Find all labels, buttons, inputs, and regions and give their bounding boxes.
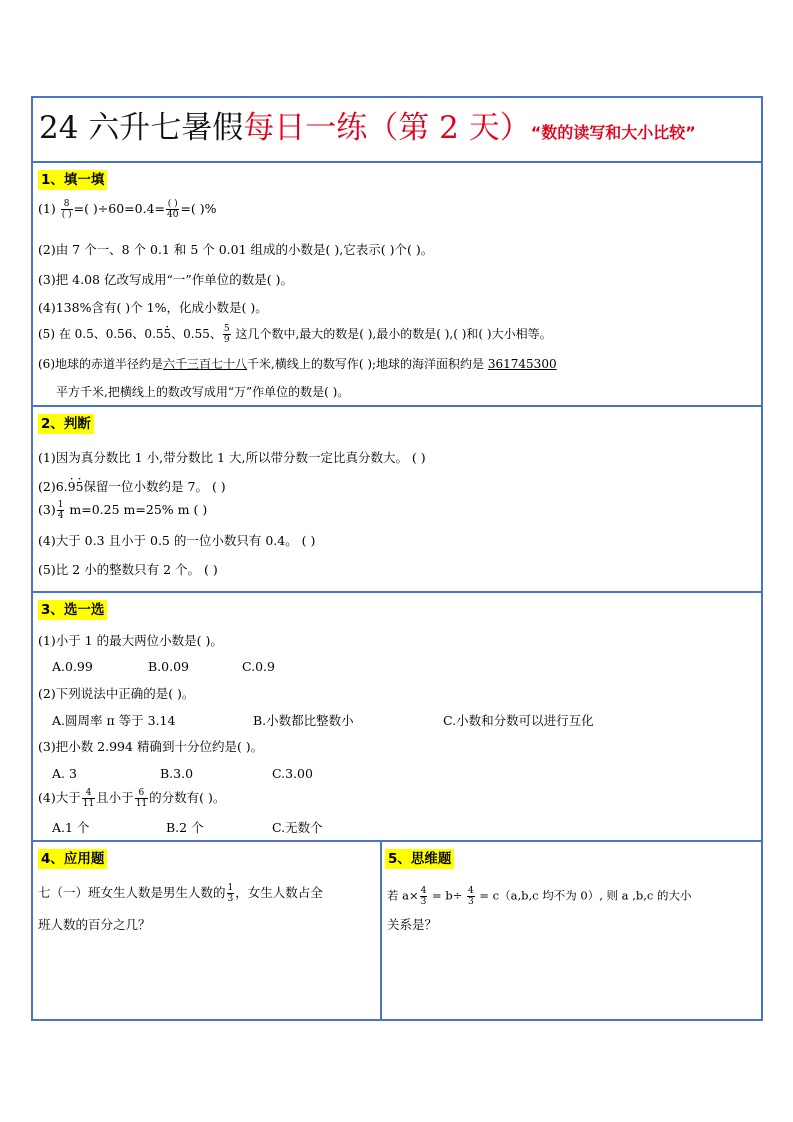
s1-q6-a: (6)地球的赤道半径约是 bbox=[38, 357, 163, 371]
option: B.2 个 bbox=[166, 820, 204, 835]
fraction-den: 4 bbox=[57, 511, 64, 521]
s1-q6 bbox=[38, 355, 557, 373]
s5-text: = c（a,b,c 均不为 0）, 则 a ,b,c 的大小 bbox=[475, 888, 692, 903]
section-heading-thinking: 5、思维题 bbox=[385, 849, 454, 869]
s3-q2: (2)下列说法中正确的是( )。 bbox=[38, 686, 195, 701]
s2-q4: (4)大于 0.3 且小于 0.5 的一位小数只有 0.4。 ( ) bbox=[38, 533, 316, 548]
s1-q6-b: 千米,横线上的数写作( );地球的海洋面积约是 bbox=[247, 357, 488, 371]
divider bbox=[380, 840, 382, 1021]
option: B.小数都比整数小 bbox=[253, 713, 354, 728]
option: B.3.0 bbox=[160, 766, 194, 781]
fraction bbox=[82, 788, 95, 809]
s1-q5 bbox=[38, 324, 552, 345]
s1-q6-cont: 平方千米,把横线上的数改写成用“万”作单位的数是( )。 bbox=[56, 385, 350, 399]
fraction bbox=[227, 883, 235, 904]
s3-q3: (3)把小数 2.994 精确到十分位约是( )。 bbox=[38, 739, 264, 754]
fraction bbox=[61, 199, 73, 220]
s4-text: ，女生人数占全 bbox=[235, 885, 323, 900]
s1-q2: (2)由 7 个一、8 个 0.1 和 5 个 0.01 组成的小数是( ),它表示( )个( )。 bbox=[38, 242, 434, 257]
fraction-den: ( ) bbox=[61, 210, 72, 220]
section-heading-application: 4、应用题 bbox=[38, 849, 107, 869]
s3-q4-a: (4)大于 bbox=[38, 790, 81, 805]
s1-q4: (4)138%含有( )个 1%，化成小数是( )。 bbox=[38, 300, 268, 315]
fraction bbox=[57, 500, 65, 521]
fraction-num: 6 bbox=[135, 788, 148, 799]
title-part2: 每日一练（第 2 天） bbox=[243, 110, 531, 146]
underlined-number: 361745300 bbox=[487, 357, 557, 371]
fraction-num: 1 bbox=[57, 500, 64, 510]
s4-line2: 班人数的百分之几？ bbox=[38, 917, 151, 932]
fraction bbox=[135, 788, 148, 809]
option: C.0.9 bbox=[242, 659, 275, 674]
divider bbox=[33, 405, 761, 407]
fraction-den: 3 bbox=[468, 897, 474, 907]
s5-line1 bbox=[387, 886, 691, 907]
section-heading-judge: 2、判断 bbox=[38, 414, 94, 434]
divider bbox=[33, 161, 761, 163]
s2-q1: (1)因为真分数比 1 小,带分数比 1 大,所以带分数一定比真分数大。 ( ) bbox=[38, 450, 426, 465]
divider bbox=[33, 840, 761, 842]
fraction-den: 9 bbox=[223, 335, 230, 345]
fraction-num: 1 bbox=[227, 883, 234, 893]
s5-text: = b÷ bbox=[428, 888, 466, 903]
fraction bbox=[223, 324, 231, 345]
s1-q1-end: =( )% bbox=[180, 201, 217, 216]
s2-q2-a: (2)6. bbox=[38, 479, 68, 494]
repeating-digit: 5 · bbox=[76, 479, 84, 494]
repeating-digit: 5 · bbox=[164, 327, 172, 341]
s5-line2: 关系是？ bbox=[387, 917, 438, 932]
s2-q5: (5)比 2 小的整数只有 2 个。 ( ) bbox=[38, 562, 218, 577]
s2-q3-b: m=0.25 m=25% m ( ) bbox=[65, 502, 208, 517]
fraction-den: 40 bbox=[167, 210, 179, 220]
divider bbox=[33, 591, 761, 593]
s3-q4 bbox=[38, 788, 225, 809]
section-heading-fill: 1、填一填 bbox=[38, 170, 107, 190]
s1-q3: (3)把 4.08 亿改写成用“一”作单位的数是( )。 bbox=[38, 272, 293, 287]
section-heading-choose: 3、选一选 bbox=[38, 600, 107, 620]
fraction-den: 3 bbox=[227, 894, 234, 904]
s3-q4-c: 的分数有( )。 bbox=[149, 790, 226, 805]
s1-q1 bbox=[38, 199, 217, 220]
option: C.小数和分数可以进行互化 bbox=[443, 713, 594, 728]
fraction-num: ( ) bbox=[167, 199, 178, 209]
fraction-num: 4 bbox=[420, 886, 427, 896]
s1-q1-label: (1) bbox=[38, 201, 56, 216]
option: B.0.09 bbox=[148, 659, 189, 674]
option: C.3.00 bbox=[272, 766, 313, 781]
s2-q3 bbox=[38, 500, 207, 521]
fraction bbox=[467, 886, 475, 907]
s3-q4-b: 且小于 bbox=[96, 790, 134, 805]
s4-line1 bbox=[38, 883, 323, 904]
s1-q5-b: 、0.55、 bbox=[171, 327, 222, 341]
s1-q5-c: 这几个数中,最大的数是( ),最小的数是( ),( )和( )大小相等。 bbox=[231, 327, 552, 341]
fraction-num: 4 bbox=[82, 788, 95, 799]
fraction-den: 3 bbox=[420, 897, 427, 907]
s1-q5-a: (5) 在 0.5、0.56、0.5 bbox=[38, 327, 164, 341]
s2-q2-b: 保留一位小数约是 7。 ( ) bbox=[83, 479, 226, 494]
option: A.0.99 bbox=[52, 659, 93, 674]
s2-q2 bbox=[38, 478, 226, 496]
fraction-num: 5 bbox=[223, 324, 230, 334]
s5-text: 若 a× bbox=[387, 888, 419, 903]
fraction bbox=[420, 886, 428, 907]
fraction bbox=[166, 199, 179, 220]
fraction-den: 11 bbox=[82, 799, 95, 809]
option: A.1 个 bbox=[52, 820, 90, 835]
s1-q1-mid: =( )÷60=0.4= bbox=[73, 201, 165, 216]
fraction-den: 11 bbox=[135, 799, 148, 809]
title-part3: “数的读写和大小比较” bbox=[530, 123, 696, 142]
s2-q3-a: (3) bbox=[38, 502, 56, 517]
option: C.无数个 bbox=[272, 820, 323, 835]
s4-text: 七（一）班女生人数是男生人数的 bbox=[38, 885, 226, 900]
underlined-text: 六千三百七十八 bbox=[163, 357, 248, 371]
s3-q1: (1)小于 1 的最大两位小数是( )。 bbox=[38, 633, 223, 648]
fraction-num: 8 bbox=[61, 199, 73, 210]
repeating-digit: 9 · bbox=[68, 479, 76, 494]
fraction-num: 4 bbox=[468, 886, 474, 896]
option: A.圆周率 π 等于 3.14 bbox=[52, 713, 176, 728]
title-part1: 24 六升七暑假 bbox=[39, 110, 244, 146]
option: A. 3 bbox=[52, 766, 77, 781]
